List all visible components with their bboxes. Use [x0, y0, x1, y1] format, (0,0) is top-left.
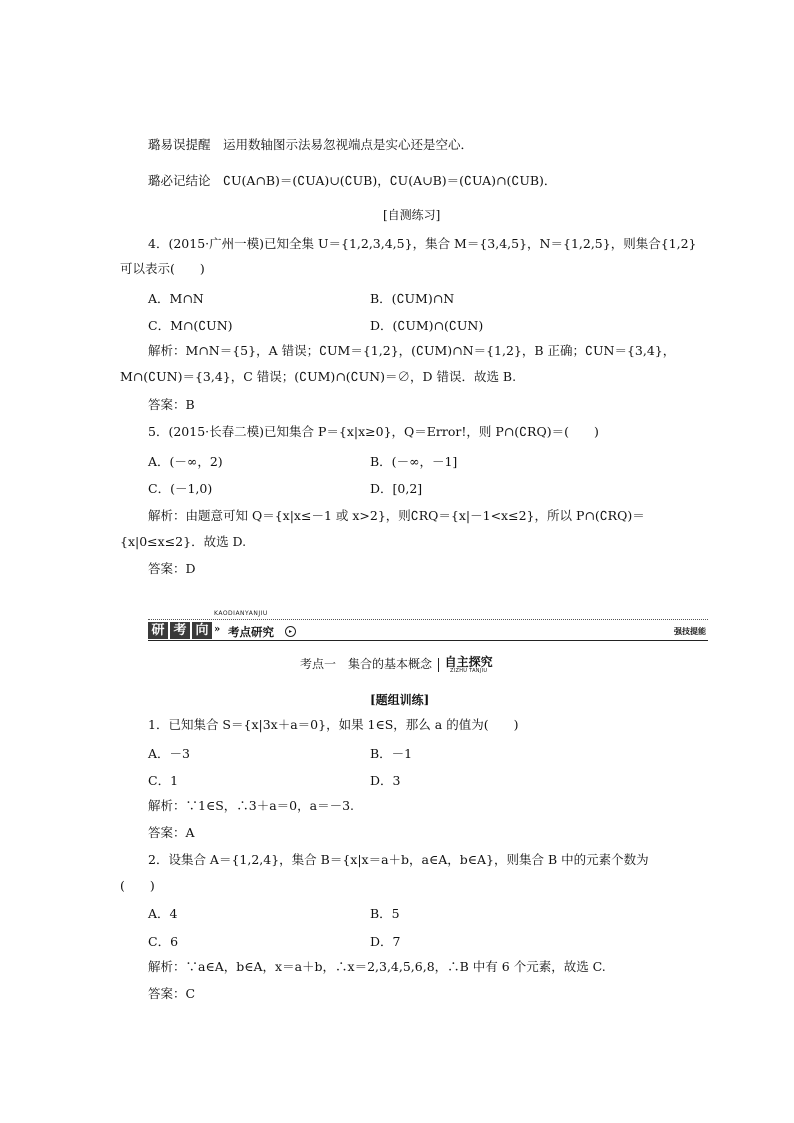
g1-option-d: D．3: [370, 773, 401, 788]
section-banner: [148, 612, 708, 642]
error-tip: 璐易误提醒 运用数轴图示法易忽视端点是实心还是空心．: [148, 137, 474, 152]
conclusion-tip: 璐必记结论 ∁U(A∩B)＝(∁UA)∪(∁UB)，∁U(A∪B)＝(∁UA)∩(∁UB)．: [148, 173, 557, 188]
banner-char-2: 考: [170, 622, 190, 639]
g2-stem-line1: 2．设集合 A＝{1,2,4}，集合 B＝{x|x＝a＋b，a∈A，b∈A}，则集合 B 中的元素个数为: [148, 852, 649, 867]
g2-option-a: A．4: [148, 906, 178, 921]
g1-option-a: A．－3: [148, 746, 190, 761]
banner-dotted-line: [148, 619, 708, 620]
q4-option-d: D．(∁UM)∩(∁UN): [370, 318, 484, 333]
q5-option-d: D．[0,2]: [370, 481, 423, 496]
topic-tag: [445, 656, 493, 674]
q5-stem: 5．(2015·长春二模)已知集合 P＝{x|x≥0}，Q＝Error!，则 P∩(∁RQ)＝( ): [148, 424, 599, 439]
topic-tag-pinyin: ZIZHU TANJIU: [449, 667, 488, 674]
topic-title: 考点一 集合的基本概念: [300, 657, 433, 671]
topic-header: [300, 655, 493, 674]
q4-analysis-line2: M∩(∁UN)＝{3,4}，C 错误；(∁UM)∩(∁UN)＝∅，D 错误．故选 B.: [120, 369, 517, 384]
g1-stem: 1．已知集合 S＝{x|3x＋a＝0}，如果 1∈S，那么 a 的值为( ): [148, 717, 519, 732]
g1-option-c: C．1: [148, 773, 179, 788]
q5-answer: 答案：D: [148, 561, 196, 576]
q4-stem-line2: 可以表示( ): [120, 261, 205, 276]
q5-analysis-line2: {x|0≤x≤2}．故选 D.: [120, 534, 247, 549]
group-heading: [题组训练]: [370, 693, 430, 707]
banner-right-label: 强技提能: [674, 627, 706, 636]
g1-answer: 答案：A: [148, 825, 195, 840]
banner-char-1: 研: [148, 622, 168, 639]
play-circle-icon: ▸: [285, 626, 296, 637]
topic-tag-label: 自主探究: [444, 654, 493, 669]
g2-option-b: B．5: [370, 906, 400, 921]
q4-answer: 答案：B: [148, 397, 195, 412]
self-test-heading: [自测练习]: [383, 208, 441, 222]
banner-char-3: 向: [192, 622, 212, 639]
q4-analysis-line1: 解析：M∩N＝{5}，A 错误；∁UM＝{1,2}，(∁UM)∩N＝{1,2}，B 正确；∁UN＝{3,4}，: [148, 343, 676, 358]
q5-option-c: C．(－1,0): [148, 481, 213, 496]
g2-option-d: D．7: [370, 934, 401, 949]
q5-option-a: A．(－∞，2): [148, 454, 223, 469]
banner-label: 考点研究: [228, 625, 274, 639]
g1-analysis: 解析：∵1∈S，∴3＋a＝0，a＝－3.: [148, 798, 355, 813]
q5-option-b: B．(－∞，－1]: [370, 454, 458, 469]
q5-analysis-line1: 解析：由题意可知 Q＝{x|x≤－1 或 x>2}，则∁RQ＝{x|－1<x≤2}，所以 P∩(∁RQ)＝: [148, 508, 645, 523]
g2-answer: 答案：C: [148, 986, 196, 1001]
g1-option-b: B．－1: [370, 746, 413, 761]
banner-arrows-icon: »: [214, 624, 221, 635]
g2-stem-line2: ( ): [120, 878, 155, 893]
g2-option-c: C．6: [148, 934, 179, 949]
q4-stem-line1: 4．(2015·广州一模)已知全集 U＝{1,2,3,4,5}，集合 M＝{3,4,5}，N＝{1,2,5}，则集合{1,2}: [148, 236, 697, 251]
banner-pinyin: KAODIANYANJIU: [214, 610, 268, 617]
banner-rule: [148, 640, 708, 641]
topic-divider: [438, 658, 439, 672]
g2-analysis: 解析：∵a∈A，b∈A，x＝a＋b，∴x＝2,3,4,5,6,8，∴B 中有 6 个元素，故选 C.: [148, 959, 606, 974]
q4-option-b: B．(∁UM)∩N: [370, 291, 455, 306]
q4-option-a: A．M∩N: [148, 291, 204, 306]
q4-option-c: C．M∩(∁UN): [148, 318, 233, 333]
